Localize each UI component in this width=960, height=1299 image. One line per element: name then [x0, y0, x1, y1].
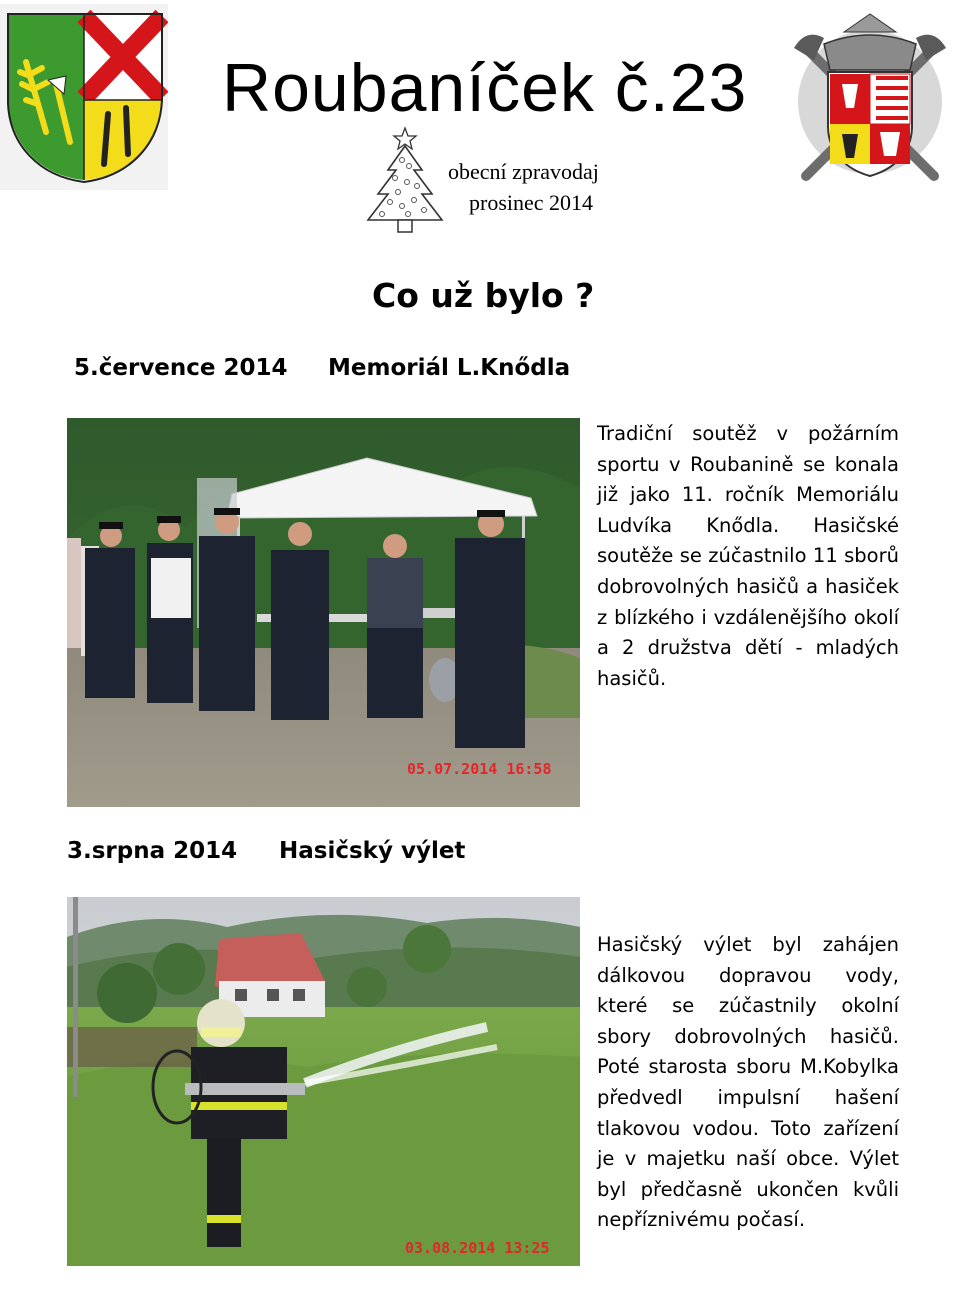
section-2-title: Hasičský výlet	[279, 838, 466, 864]
newsletter-subtitle: obecní zpravodaj	[448, 159, 599, 184]
section-2-text: Hasičský výlet byl zahájen dálkovou dopravou vody, které se zúčastnily okolní sbory dobrovolných hasičů. Poté starosta sboru M.Kobylka předvedl impulsní hašení tlakovou vodou. Toto zařízení je v majetku naší obce. Výlet byl předčasně ukončen kvůli nepříznivému počasí.	[597, 933, 899, 1232]
memorial-award-photo	[67, 418, 580, 807]
section-1-title: Memoriál L.Knődla	[328, 355, 571, 381]
christmas-tree-icon	[362, 126, 448, 236]
firefighter-demo-photo	[67, 897, 580, 1266]
newsletter-date: prosinec 2014	[469, 190, 594, 215]
firefighters-emblem-icon	[784, 8, 956, 188]
section-1-text: Tradiční soutěž v požárním sportu v Roubanině se konala již jako 11. ročník Memoriálu Ludvíka Knődla. Hasičské soutěže se zúčastnilo 11 sborů dobrovolných hasičů a hasiček z blízkého i vzdálenějšího okolí a 2 družstva dětí - mladých hasičů.	[597, 422, 899, 690]
newsletter-title: Roubaníček č.23	[222, 50, 748, 126]
memorial-photo-timestamp: 05.07.2014 16:58	[407, 760, 552, 778]
main-heading: Co už bylo ?	[372, 276, 595, 315]
section-1-date: 5.července 2014	[74, 355, 288, 381]
firefighter-photo-timestamp: 03.08.2014 13:25	[405, 1239, 550, 1257]
section-2-date: 3.srpna 2014	[67, 838, 238, 864]
village-coat-of-arms-icon	[0, 4, 168, 190]
